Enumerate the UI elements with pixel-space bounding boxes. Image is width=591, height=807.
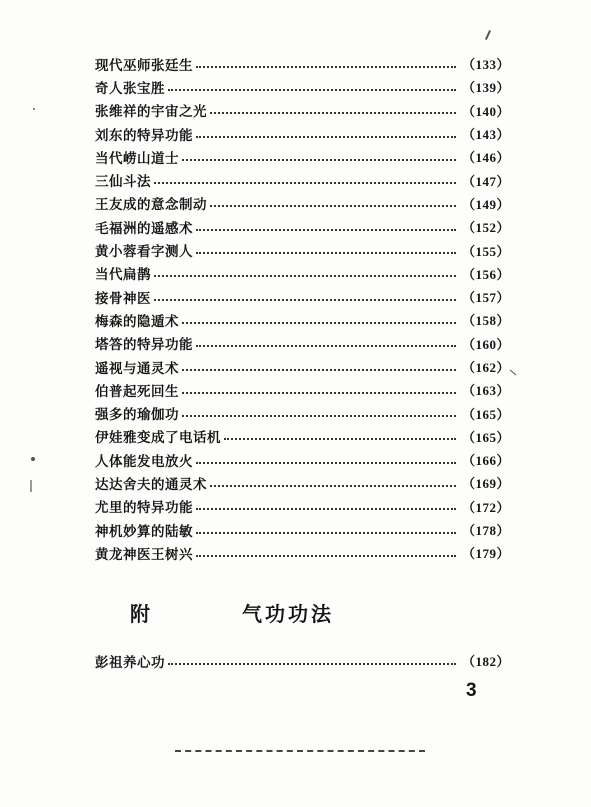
toc-entry-title: 毛福洲的遥感术 [95,220,193,237]
toc-entry-page: （172） [461,499,510,515]
table-of-contents [95,52,510,565]
toc-entry-title: 达达舍夫的通灵术 [95,476,207,493]
toc-entry-page: （160） [461,336,510,352]
toc-entry [95,99,510,122]
toc-entry-page: （156） [461,266,510,282]
toc-entry-title: 当代崂山道士 [95,150,179,167]
dot-leader [168,89,456,91]
toc-entry [95,285,510,308]
toc-entry [95,192,510,215]
dot-leader [196,532,456,534]
toc-entry-page: （152） [461,220,510,236]
dot-leader [224,438,456,440]
scan-mark [485,30,491,40]
toc-entry-title: 伯普起死回生 [95,383,179,400]
appendix-title: 气功功法 [242,602,334,626]
toc-entry-page: （163） [461,383,510,399]
toc-entry-page: （157） [461,290,510,306]
toc-entry-page: （149） [461,196,510,212]
toc-entry-title: 强多的瑜伽功 [95,407,179,424]
toc-entry-page: （169） [461,476,510,492]
dot-leader [154,182,456,184]
toc-entry [95,649,510,672]
toc-entry-title: 王友成的意念制动 [95,197,207,214]
dot-leader [196,66,456,68]
toc-entry-title: 现代巫师张廷生 [95,57,193,74]
toc-entry-title: 彭祖养心功 [95,654,165,671]
dot-leader [196,136,456,138]
toc-entry-page: （178） [461,523,510,539]
dot-leader [182,369,456,371]
scan-mark [30,480,32,492]
toc-entry-title: 三仙斗法 [95,174,151,191]
page-number: 3 [466,680,477,701]
toc-entry [95,378,510,401]
toc-entry-title: 人体能发电放火 [95,453,193,470]
toc-entry-title: 黄龙神医王树兴 [95,546,193,563]
toc-entry [95,495,510,518]
toc-entry-page: （179） [461,546,510,562]
dot-leader [196,252,456,254]
dot-leader [196,229,456,231]
toc-entry [95,401,510,424]
toc-entry-page: （182） [461,654,510,670]
appendix-heading [130,598,334,627]
toc-entry [95,518,510,541]
toc-entry [95,262,510,285]
toc-entry-title: 刘东的特异功能 [95,127,193,144]
toc-entry-page: （143） [461,127,510,143]
toc-entry-page: （133） [461,57,510,73]
scan-mark [510,370,517,376]
toc-entry [95,541,510,564]
toc-entry-title: 张维祥的宇宙之光 [95,104,207,121]
toc-entry [95,215,510,238]
toc-entry [95,471,510,494]
dot-leader [154,275,456,277]
dot-leader [168,663,456,665]
dot-leader [196,508,456,510]
toc-entry [95,52,510,75]
dot-leader [154,299,456,301]
toc-entry-page: （155） [461,243,510,259]
dot-leader [210,112,456,114]
toc-entry-page: （147） [461,173,510,189]
dot-leader [182,159,456,161]
toc-entry [95,168,510,191]
toc-entry-title: 遥视与通灵术 [95,360,179,377]
dot-leader [196,462,456,464]
toc-entry-page: （158） [461,313,510,329]
appendix-contents [95,649,510,672]
toc-entry-page: （146） [461,150,510,166]
appendix-label: 附 [130,602,153,626]
toc-entry [95,145,510,168]
toc-entry [95,238,510,261]
toc-entry [95,122,510,145]
dot-leader [210,485,456,487]
bottom-rule [175,750,425,752]
dot-leader [196,345,456,347]
scan-mark [31,457,35,461]
toc-entry-title: 黄小蓉看字测人 [95,244,193,261]
toc-entry-title: 伊娃雅变成了电话机 [95,430,221,447]
toc-entry [95,355,510,378]
dot-leader [182,415,456,417]
toc-entry [95,448,510,471]
dot-leader [182,322,456,324]
dot-leader [196,555,456,557]
toc-entry [95,332,510,355]
dot-leader [182,392,456,394]
toc-entry-page: （162） [461,360,510,375]
toc-entry-title: 当代扁鹊 [95,267,151,284]
toc-entry-title: 神机妙算的陆敏 [95,523,193,540]
toc-entry-page: （165） [461,429,510,445]
toc-entry-title: 尤里的特异功能 [95,500,193,517]
toc-entry-page: （166） [461,453,510,469]
toc-entry-title: 梅森的隐遁术 [95,313,179,330]
toc-entry [95,308,510,331]
toc-entry-title: 奇人张宝胜 [95,80,165,97]
toc-entry-page: （139） [461,80,510,96]
toc-entry [95,425,510,448]
toc-entry-page: （165） [461,406,510,422]
toc-entry [95,75,510,98]
scan-mark [33,108,35,110]
toc-entry-page: （140） [461,103,510,119]
toc-entry-title: 塔答的特异功能 [95,337,193,354]
dot-leader [210,205,456,207]
toc-entry-title: 接骨神医 [95,290,151,307]
